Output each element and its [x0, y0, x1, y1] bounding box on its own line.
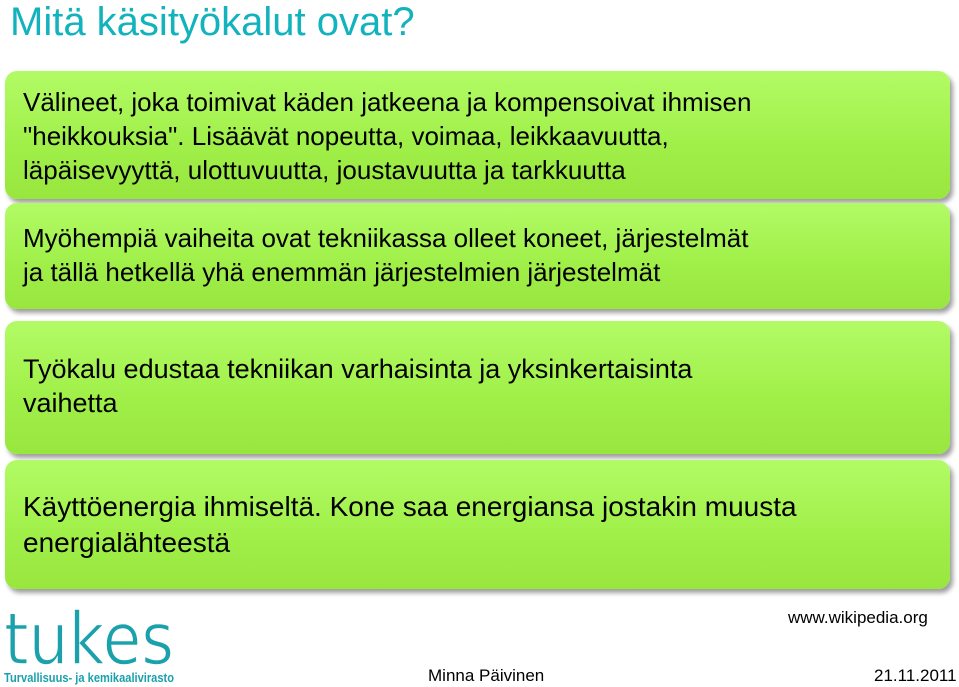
logo-subtitle: Turvallisuus- ja kemikaalivirasto — [4, 670, 175, 685]
box-line: energialähteestä — [23, 527, 231, 558]
source-link[interactable]: www.wikipedia.org — [788, 608, 928, 627]
content-box-tools-definition — [5, 71, 950, 199]
box-line: "heikkouksia". Lisäävät nopeutta, voimaa, leikkaavuutta, — [23, 121, 669, 151]
box-line: Käyttöenergia ihmiseltä. Kone saa energiansa jostakin muusta — [23, 491, 797, 522]
box-line: Työkalu edustaa tekniikan varhaisinta ja yksinkertaisinta — [23, 354, 693, 384]
slide-date: 21.11.2011 — [874, 666, 957, 685]
author-name: Minna Päivinen — [428, 666, 545, 685]
content-box-earliest-phase — [5, 321, 950, 454]
content-box-later-stages — [5, 203, 950, 309]
slide-title: Mitä käsityökalut ovat? — [10, 0, 415, 44]
content-box-energy-source — [5, 460, 950, 589]
box-line: Myöhempiä vaiheita ovat tekniikassa olleet koneet, järjestelmät — [23, 223, 749, 253]
box-line: ja tällä hetkellä yhä enemmän järjestelmien järjestelmät — [23, 257, 661, 287]
box-line: läpäisevyyttä, ulottuvuutta, joustavuutta ja tarkkuutta — [23, 155, 626, 185]
tukes-logo — [2, 598, 177, 687]
logo-wordmark: tukes — [4, 598, 174, 681]
box-line: vaihetta — [23, 388, 118, 418]
box-line: Välineet, joka toimivat käden jatkeena ja kompensoivat ihmisen — [23, 87, 752, 117]
